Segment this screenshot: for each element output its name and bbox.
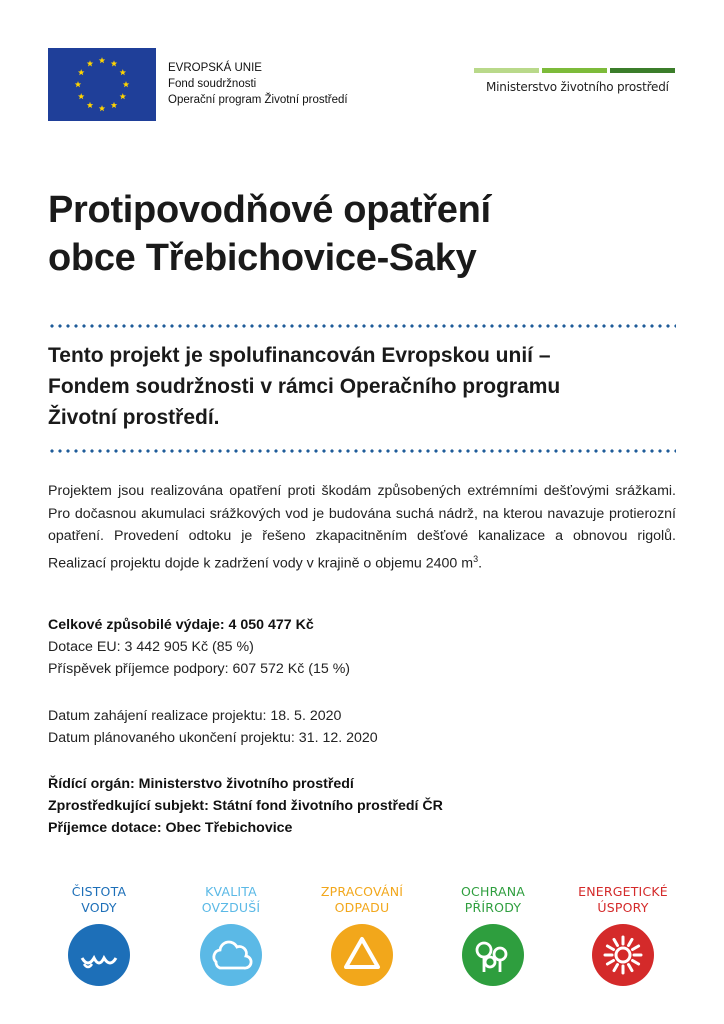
cofinancing-statement [48,340,678,433]
divider-top [48,324,676,328]
icon-label-2: PŘÍRODY [464,900,522,915]
page-title [48,186,491,282]
sun-icon [592,924,654,986]
sun-ray [607,961,613,965]
eu-flag-logo [48,48,156,121]
bodies-block [48,773,443,839]
priority-nature [438,884,548,986]
priority-air [176,884,286,986]
icon-label-2: OVZDUŠÍ [201,900,261,915]
description-superscript: 3 [473,553,479,564]
finance-block [48,614,350,680]
dates-block [48,705,378,749]
eu-line-3: Operační program Životní prostředí [168,94,348,106]
icon-label-1: ZPRACOVÁNÍ [320,884,404,899]
managing-authority: Řídící orgán: Ministerstvo životního prostředí [48,776,354,792]
title-line-2: obce Třebichovice-Saky [48,237,477,279]
eu-program-text [168,60,348,108]
end-date: Datum plánovaného ukončení projektu: 31. 12. 2020 [48,730,378,746]
icon-label-2: ÚSPORY [597,900,649,915]
cloud-icon [200,924,262,986]
ministry-bar-segment-3 [610,68,675,73]
sun-ray [629,939,633,945]
project-description [48,480,676,575]
title-line-1: Protipovodňové opatření [48,189,491,231]
description-text: Projektem jsou realizována opatření proti škodám způsobených extrémními dešťovými srážkami. Pro dočasnou akumulaci srážkových vod je budována suchá nádrž, na kterou navazuje protierozní opatření. Provedení odtoku je řešeno zkapacitněním dešťové kanalizace a obnovou rigolů. Realizací projektu dojde k zadržení vody v krajině o objemu 2400 m [48,483,676,572]
eu-line-1: EVROPSKÁ UNIE [168,62,262,74]
priority-waste [307,884,417,986]
icon-label-2: ODPADU [334,900,390,915]
icon-label-1: ENERGETICKÉ [578,884,668,899]
ministry-bar-segment-1 [474,68,539,73]
priority-water [44,884,154,986]
sun-ray [614,939,618,945]
sun-ray [607,946,613,950]
icon-label-2: VODY [81,900,117,915]
sun-ray [633,946,639,950]
ministry-logo-bar [474,68,675,73]
subtitle-line-1: Tento projekt je spolufinancován Evropskou unií – [48,344,551,367]
divider-bottom [48,449,676,453]
eu-subsidy: Dotace EU: 3 442 905 Kč (85 %) [48,639,254,655]
icon-label-1: OCHRANA [461,884,525,899]
total-costs: Celkové způsobilé výdaje: 4 050 477 Kč [48,617,314,633]
start-date: Datum zahájení realizace projektu: 18. 5. 2020 [48,708,342,724]
eu-line-2: Fond soudržnosti [168,78,257,90]
icon-label-1: ČISTOTA [71,884,127,899]
subtitle-line-3: Životní prostředí. [48,406,220,429]
recipient-contribution: Příspěvek příjemce podpory: 607 572 Kč (15 %) [48,661,351,677]
icon-label-1: KVALITA [205,884,257,899]
sun-ray [633,961,639,965]
sun-ray [629,965,633,971]
water-drop-icon [68,924,130,986]
recycle-icon [331,924,393,986]
beneficiary: Příjemce dotace: Obec Třebichovice [48,820,293,836]
intermediate-body: Zprostředkující subjekt: Státní fond životního prostředí ČR [48,798,443,814]
priority-energy [568,884,678,986]
ministry-name: Ministerstvo životního prostředí [486,80,669,94]
trees-icon [462,924,524,986]
ministry-bar-segment-2 [542,68,607,73]
subtitle-line-2: Fondem soudržnosti v rámci Operačního programu [48,375,561,398]
sun-ray [614,965,618,971]
description-end: . [478,555,483,572]
